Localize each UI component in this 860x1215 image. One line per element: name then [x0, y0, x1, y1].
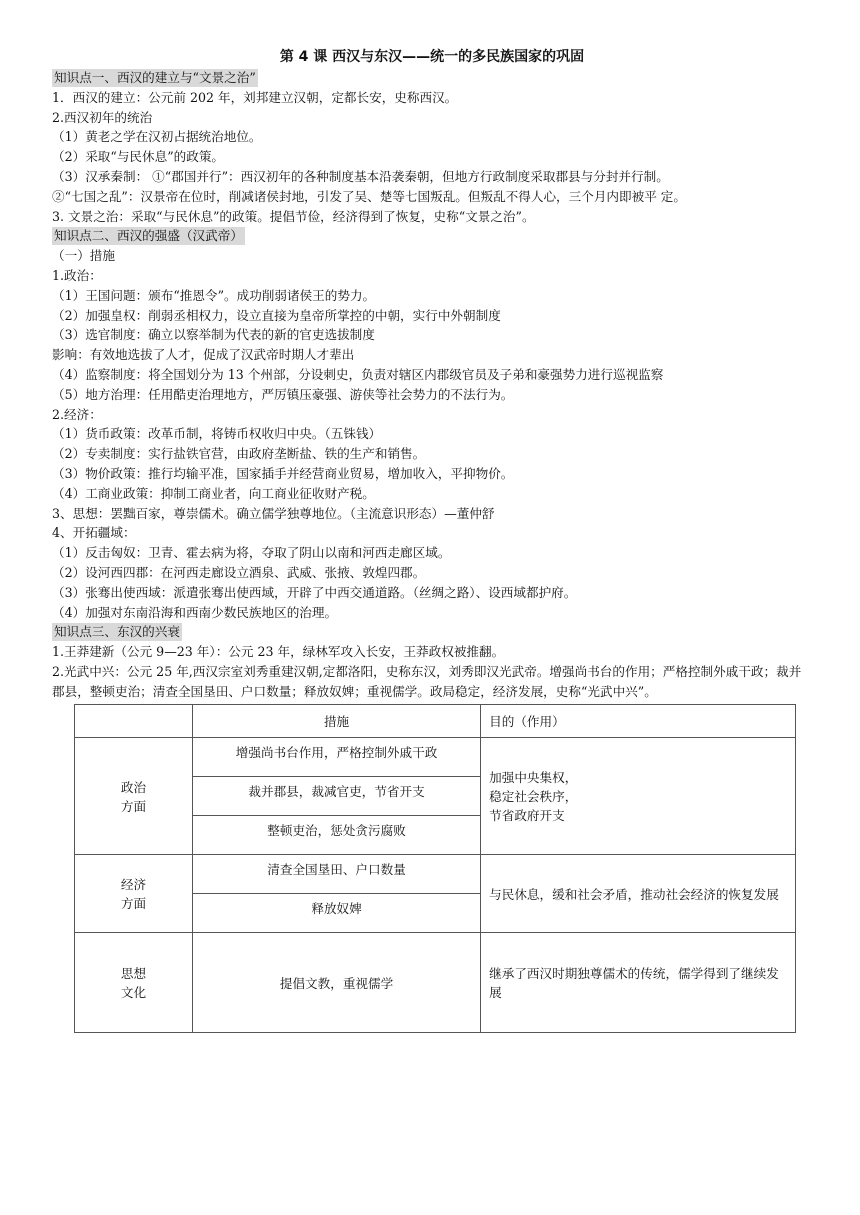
text-line: 3. 文景之治：采取“与民休息”的政策。提倡节俭，经济得到了恢复，史称“文景之治”。	[52, 208, 535, 224]
text-line: （4）工商业政策：抑制工商业者，向工商业征收财产税。	[52, 485, 375, 501]
text-line: （4）监察制度：将全国划分为 13 个州部，分设刺史，负责对辖区内郡级官员及子弟和豪强势力进行巡视监察	[52, 366, 664, 382]
text-line: 3、思想：罢黜百家，尊崇儒术。确立儒学独尊地位。（主流意识形态）—董仲舒	[52, 505, 495, 521]
paragraph-guangwu: 2.光武中兴：公元 25 年,西汉宗室刘秀重建汉朝,定都洛阳，史称东汉，刘秀即汉光武帝。增强尚书台的作用；严格控制外戚干政；裁并郡县，整顿吏治；清查全国垦田、户口数量；释放奴婢；重视儒学。政局稳定，经济发展，史称“光武中兴”。	[52, 663, 802, 699]
document-page	[52, 46, 812, 1033]
text-line: （一）措施	[52, 248, 115, 264]
category-cell: 政治 方面	[75, 737, 193, 854]
measure-cell: 释放奴婢	[192, 893, 480, 932]
section-heading-text: 知识点二、西汉的强盛（汉武帝）	[54, 228, 243, 244]
body-text	[52, 68, 812, 662]
text-line: （2）专卖制度：实行盐铁官营，由政府垄断盐、铁的生产和销售。	[52, 446, 426, 462]
text-line: （1）反击匈奴：卫青、霍去病为将，夺取了阴山以南和河西走廊区域。	[52, 545, 451, 561]
measure-cell: 清查全国垦田、户口数量	[192, 854, 480, 893]
category-cell: 经济 方面	[75, 854, 193, 932]
section-heading	[52, 226, 812, 246]
text-line: （2）设河西四郡：在河西走廊设立酒泉、武威、张掖、敦煌四郡。	[52, 564, 426, 580]
purpose-cell: 继承了西汉时期独尊儒术的传统，儒学得到了继续发展	[481, 932, 796, 1032]
text-line: （3）物价政策：推行均输平准，国家插手并经营商业贸易，增加收入，平抑物价。	[52, 465, 514, 481]
section-heading	[52, 622, 812, 642]
purpose-cell: 与民休息，缓和社会矛盾，推动社会经济的恢复发展	[481, 854, 796, 932]
table-header-row	[75, 704, 796, 737]
table-row	[75, 932, 796, 1032]
text-line: （3）选官制度：确立以察举制为代表的新的官吏选拔制度	[52, 327, 375, 343]
text-line: 影响：有效地选拔了人才，促成了汉武帝时期人才辈出	[52, 347, 355, 363]
section-heading-text: 知识点一、西汉的建立与“文景之治”	[54, 70, 256, 85]
table-header-cell	[75, 704, 193, 737]
text-line: （5）地方治理：任用酷吏治理地方，严厉镇压豪强、游侠等社会势力的不法行为。	[52, 386, 514, 402]
section-heading-text: 知识点三、东汉的兴衰	[54, 624, 180, 640]
measure-cell: 增强尚书台作用，严格控制外戚干政	[192, 737, 480, 776]
text-line: 2.西汉初年的统治	[52, 109, 153, 125]
measure-cell: 整顿吏治，惩处贪污腐败	[192, 815, 480, 854]
measure-cell: 裁并郡县，裁减官吏，节省开支	[192, 776, 480, 815]
text-line: （3）汉承秦制： ①“郡国并行”：西汉初年的各种制度基本沿袭秦朝，但地方行政制度采取郡县与分封并行制。	[52, 168, 669, 184]
measure-cell: 提倡文教，重视儒学	[192, 932, 480, 1032]
category-cell: 思想 文化	[75, 932, 193, 1032]
purpose-cell: 加强中央集权， 稳定社会秩序， 节省政府开支	[481, 737, 796, 854]
table-row	[75, 854, 796, 893]
text-line: （2）采取“与民休息”的政策。	[52, 149, 225, 165]
section-heading	[52, 68, 812, 88]
page-title: 第 4 课 西汉与东汉——统一的多民族国家的巩固	[279, 49, 585, 65]
text-line: （1）王国问题：颁布“推恩令”。成功削弱诸侯王的势力。	[52, 287, 376, 303]
text-line: （4）加强对东南沿海和西南少数民族地区的治理。	[52, 604, 338, 620]
text-line: （1）货币政策：改革币制，将铸币权收归中央。（五铢钱）	[52, 426, 382, 442]
text-line: （2）加强皇权：削弱丞相权力，设立直接为皇帝所掌控的中朝，实行中外朝制度	[52, 307, 501, 323]
table-header-cell: 措施	[192, 704, 480, 737]
text-line: 2.经济：	[52, 406, 102, 422]
table-row	[75, 737, 796, 776]
text-line: 1.政治：	[52, 267, 102, 283]
text-line: ②“七国之乱”：汉景帝在位时，削减诸侯封地，引发了吴、楚等七国叛乱。但叛乱不得人心，三个月内即被平 定。	[52, 188, 686, 204]
text-line: 4、开拓疆域：	[52, 525, 136, 541]
table-header-cell: 目的（作用）	[481, 704, 796, 737]
text-line: （3）张骞出使西域：派遣张骞出使西域，开辟了中西交通道路。（丝绸之路）、设西域都护府。	[52, 584, 577, 600]
text-line: 1．西汉的建立：公元前 202 年，刘邦建立汉朝，定都长安，史称西汉。	[52, 89, 458, 105]
text-line: （1）黄老之学在汉初占据统治地位。	[52, 129, 262, 145]
text-line: 1.王莽建新（公元 9—23 年）：公元 23 年，绿林军攻入长安，王莽政权被推翻。	[52, 644, 505, 660]
summary-table	[74, 704, 796, 1033]
